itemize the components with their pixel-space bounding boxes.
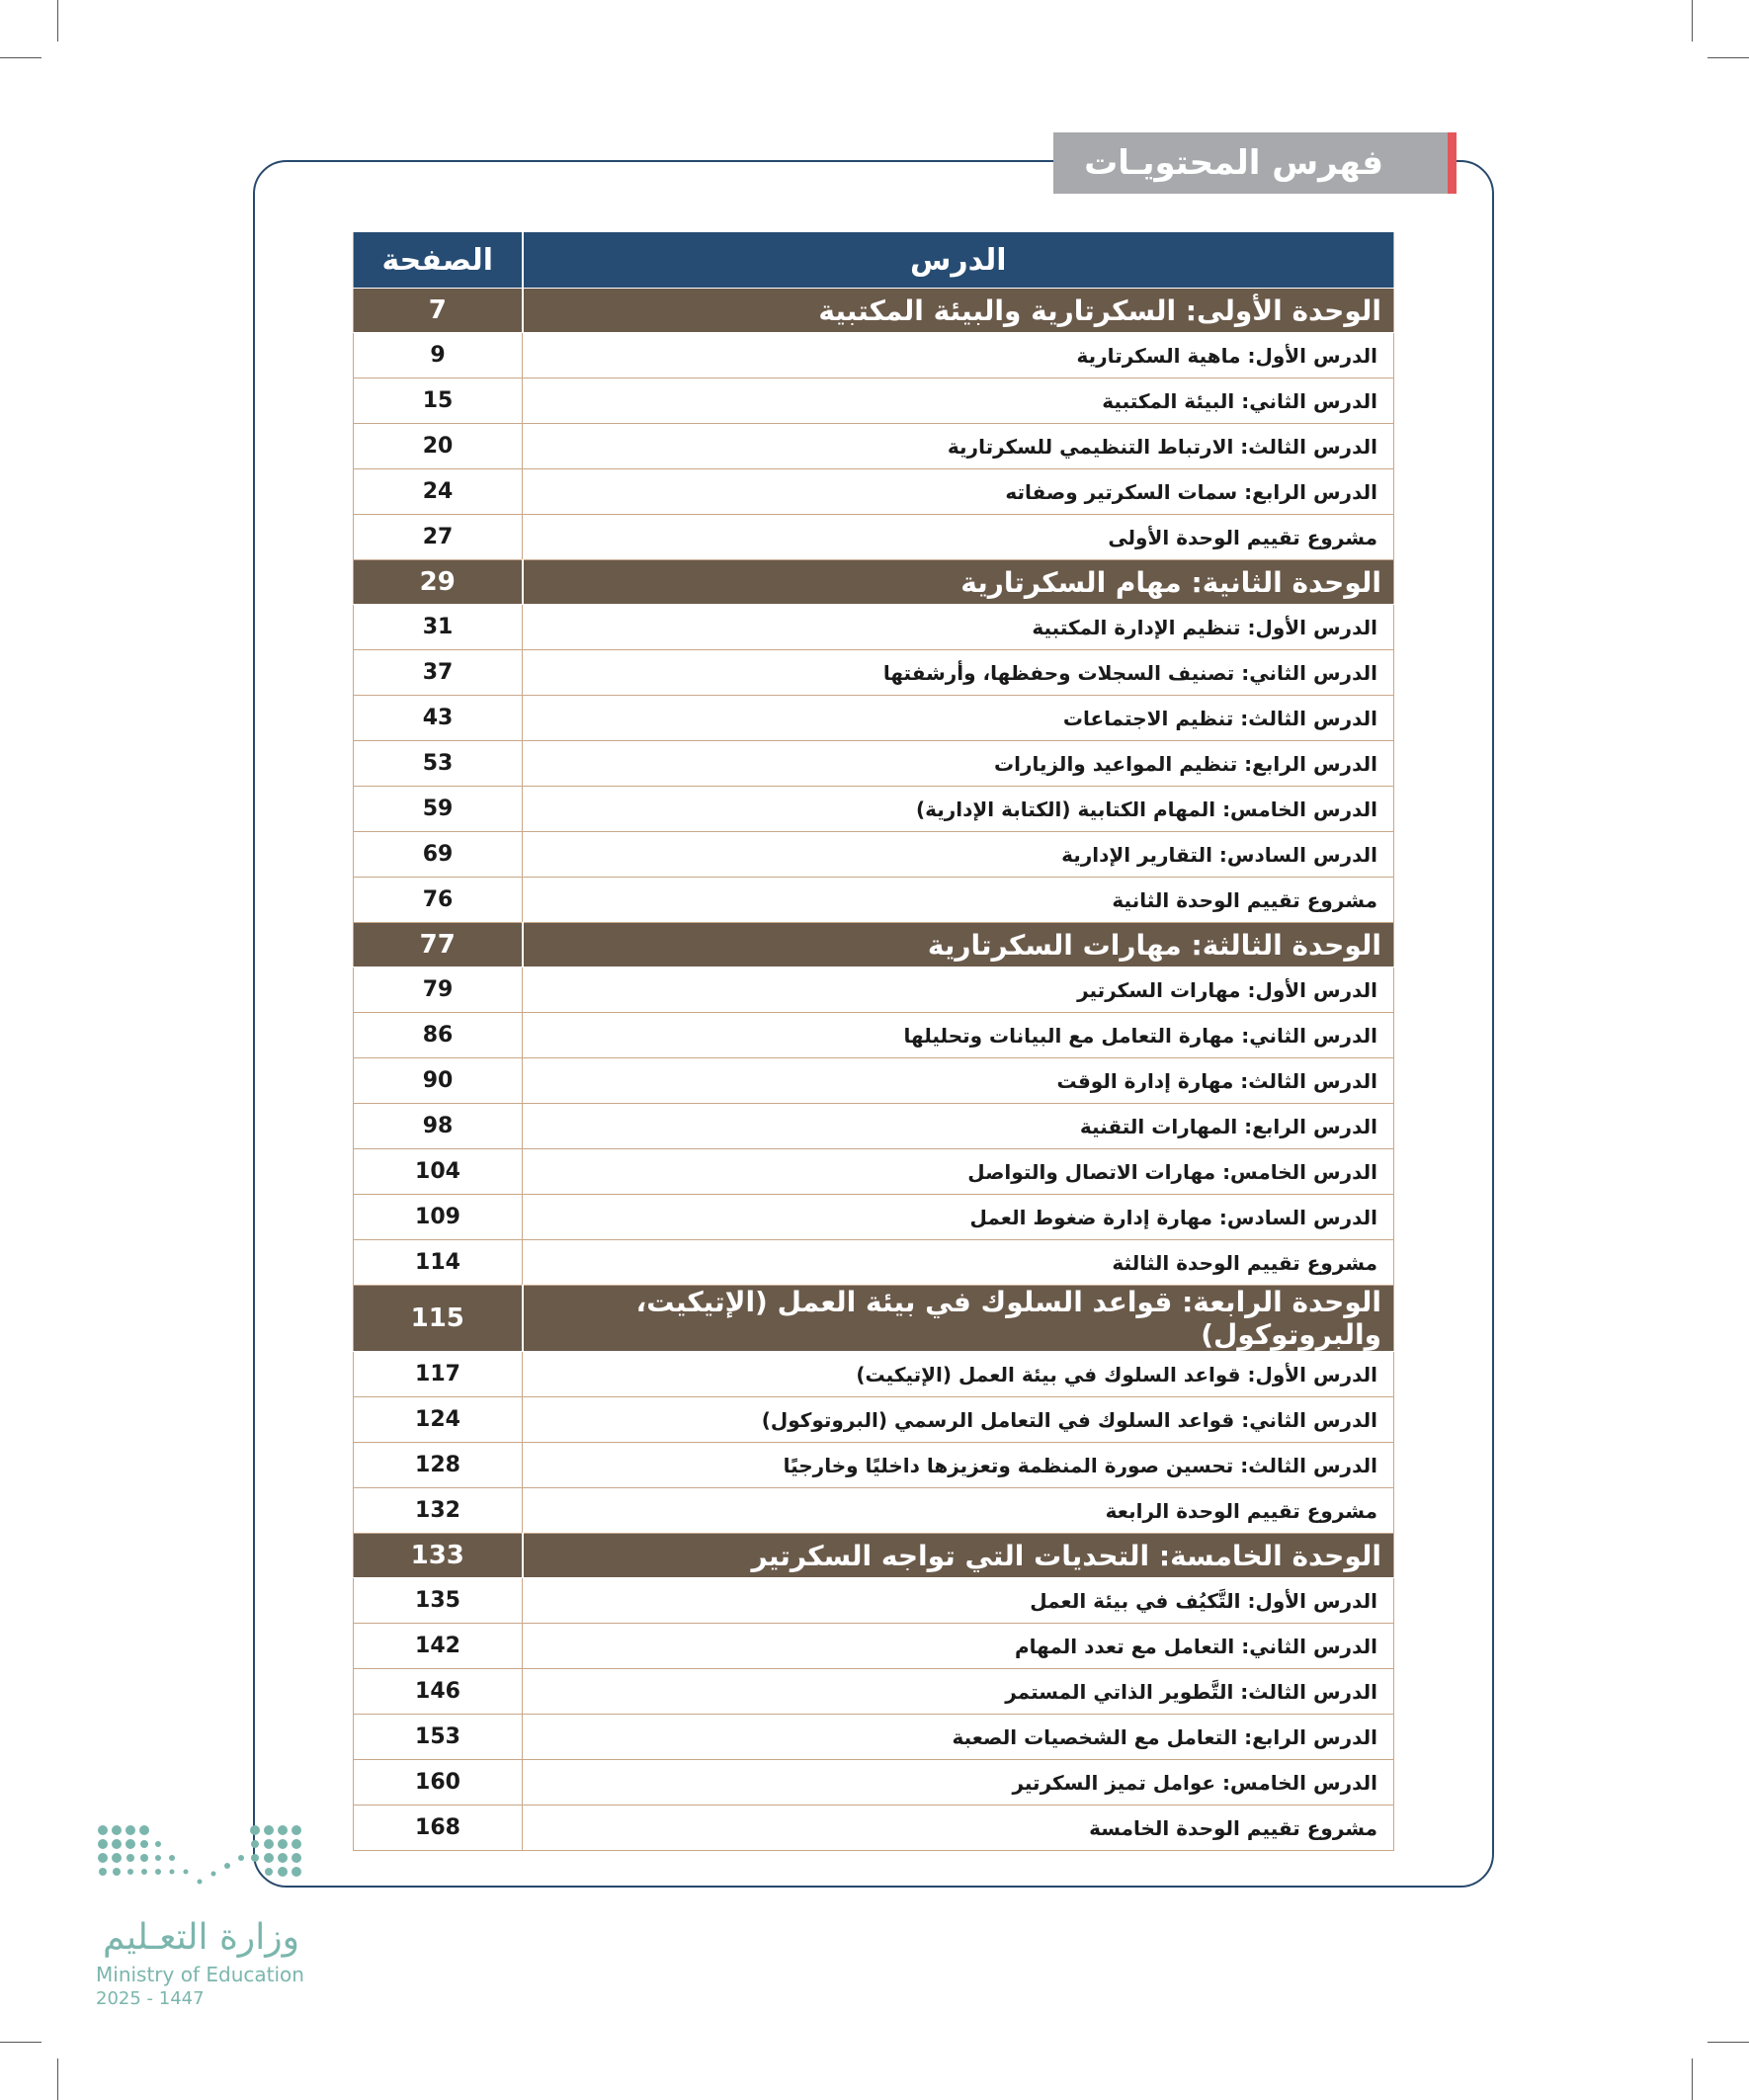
page-number: 124 (354, 1397, 523, 1443)
lesson-row (354, 605, 1394, 650)
lesson-title: الدرس الأول: مهارات السكرتير (523, 967, 1394, 1013)
lesson-title: الدرس الثالث: تنظيم الاجتماعات (523, 696, 1394, 741)
unit-title: الوحدة الرابعة: قواعد السلوك في بيئة العمل (الإتيكيت، والبروتوكول) (523, 1286, 1394, 1352)
lesson-row (354, 1058, 1394, 1104)
lesson-title: الدرس الخامس: عوامل تميز السكرتير (523, 1760, 1394, 1806)
lesson-row (354, 1488, 1394, 1534)
lesson-row (354, 1578, 1394, 1624)
col-header-lesson: الدرس (523, 232, 1394, 289)
toc-header-row (354, 232, 1394, 289)
page-number: 90 (354, 1058, 523, 1104)
crop-mark (1692, 0, 1693, 42)
page-number: 153 (354, 1715, 523, 1760)
lesson-title: الدرس الرابع: تنظيم المواعيد والزيارات (523, 741, 1394, 787)
lesson-row (354, 469, 1394, 515)
lesson-row (354, 832, 1394, 878)
ministry-name-en: Ministry of Education (96, 1963, 304, 1986)
page-number: 86 (354, 1013, 523, 1058)
lesson-title: الدرس الرابع: سمات السكرتير وصفاته (523, 469, 1394, 515)
lesson-row (354, 1240, 1394, 1286)
crop-mark (57, 0, 58, 42)
page-number: 37 (354, 650, 523, 696)
page-number: 115 (354, 1286, 523, 1352)
unit-row (354, 923, 1394, 967)
lesson-title: الدرس الثاني: قواعد السلوك في التعامل الرسمي (البروتوكول) (523, 1397, 1394, 1443)
page-number: 135 (354, 1578, 523, 1624)
lesson-row (354, 1397, 1394, 1443)
page-number: 29 (354, 560, 523, 605)
toc-table (353, 232, 1394, 1851)
crop-mark (57, 2058, 58, 2100)
lesson-row (354, 1624, 1394, 1669)
page-number: 79 (354, 967, 523, 1013)
page-number: 9 (354, 333, 523, 378)
lesson-row (354, 1013, 1394, 1058)
unit-row (354, 1534, 1394, 1578)
page-number: 53 (354, 741, 523, 787)
lesson-title: الدرس الثاني: التعامل مع تعدد المهام (523, 1624, 1394, 1669)
col-header-page: الصفحة (354, 232, 523, 289)
lesson-title: الدرس السادس: مهارة إدارة ضغوط العمل (523, 1195, 1394, 1240)
page-number: 132 (354, 1488, 523, 1534)
lesson-title: الدرس السادس: التقارير الإدارية (523, 832, 1394, 878)
lesson-title: الدرس الرابع: التعامل مع الشخصيات الصعبة (523, 1715, 1394, 1760)
crop-mark (1692, 2058, 1693, 2100)
lesson-row (354, 515, 1394, 560)
crop-mark (1707, 2042, 1749, 2043)
lesson-title: الدرس الأول: قواعد السلوك في بيئة العمل (الإتيكيت) (523, 1352, 1394, 1397)
page-number: 7 (354, 289, 523, 333)
lesson-title: الدرس الأول: ماهية السكرتارية (523, 333, 1394, 378)
page-number: 146 (354, 1669, 523, 1715)
page-number: 77 (354, 923, 523, 967)
page-title-tab (1053, 132, 1453, 194)
ministry-name-ar: وزارة التعـليم (103, 1917, 299, 1958)
unit-title: الوحدة الثالثة: مهارات السكرتارية (523, 923, 1394, 967)
lesson-title: الدرس الثاني: تصنيف السجلات وحفظها، وأرشفتها (523, 650, 1394, 696)
page-number: 76 (354, 878, 523, 923)
lesson-row (354, 967, 1394, 1013)
ministry-dots-logo-icon (95, 1822, 312, 1891)
lesson-title: مشروع تقييم الوحدة الرابعة (523, 1488, 1394, 1534)
lesson-title: مشروع تقييم الوحدة الثانية (523, 878, 1394, 923)
page-number: 109 (354, 1195, 523, 1240)
toc-body (354, 289, 1394, 1851)
lesson-title: الدرس الثاني: البيئة المكتبية (523, 378, 1394, 424)
lesson-title: الدرس الأول: تنظيم الإدارة المكتبية (523, 605, 1394, 650)
lesson-title: الدرس الثالث: الارتباط التنظيمي للسكرتارية (523, 424, 1394, 469)
lesson-title: الدرس الخامس: المهام الكتابية (الكتابة الإدارية) (523, 787, 1394, 832)
lesson-title: الدرس الثالث: التَّطوير الذاتي المستمر (523, 1669, 1394, 1715)
lesson-title: الدرس الثاني: مهارة التعامل مع البيانات وتحليلها (523, 1013, 1394, 1058)
crop-mark (0, 57, 42, 58)
page-number: 117 (354, 1352, 523, 1397)
lesson-row (354, 1806, 1394, 1851)
lesson-title: مشروع تقييم الوحدة الخامسة (523, 1806, 1394, 1851)
lesson-row (354, 1443, 1394, 1488)
page-number: 43 (354, 696, 523, 741)
page-number: 168 (354, 1806, 523, 1851)
lesson-title: الدرس الثالث: مهارة إدارة الوقت (523, 1058, 1394, 1104)
lesson-title: الدرس الأول: التَّكيُف في بيئة العمل (523, 1578, 1394, 1624)
unit-row (354, 1286, 1394, 1352)
crop-mark (0, 2042, 42, 2043)
unit-title: الوحدة الخامسة: التحديات التي تواجه السكرتير (523, 1534, 1394, 1578)
page-title: فهرس المحتويـات (1084, 143, 1383, 183)
unit-row (354, 289, 1394, 333)
lesson-row (354, 333, 1394, 378)
page-number: 160 (354, 1760, 523, 1806)
edition-year: 2025 - 1447 (96, 1988, 205, 2009)
lesson-row (354, 1195, 1394, 1240)
title-accent-bar (1448, 132, 1457, 194)
lesson-row (354, 650, 1394, 696)
lesson-title: مشروع تقييم الوحدة الثالثة (523, 1240, 1394, 1286)
lesson-title: الدرس الخامس: مهارات الاتصال والتواصل (523, 1149, 1394, 1195)
unit-row (354, 560, 1394, 605)
lesson-row (354, 1669, 1394, 1715)
crop-mark (1707, 57, 1749, 58)
page-number: 69 (354, 832, 523, 878)
lesson-row (354, 1352, 1394, 1397)
page-number: 114 (354, 1240, 523, 1286)
lesson-row (354, 787, 1394, 832)
lesson-row (354, 1760, 1394, 1806)
page-number: 27 (354, 515, 523, 560)
lesson-row (354, 741, 1394, 787)
page-number: 31 (354, 605, 523, 650)
lesson-row (354, 1715, 1394, 1760)
unit-title: الوحدة الأولى: السكرتارية والبيئة المكتبية (523, 289, 1394, 333)
lesson-row (354, 378, 1394, 424)
unit-title: الوحدة الثانية: مهام السكرتارية (523, 560, 1394, 605)
page-number: 24 (354, 469, 523, 515)
page-number: 15 (354, 378, 523, 424)
lesson-row (354, 878, 1394, 923)
page-number: 104 (354, 1149, 523, 1195)
page-number: 59 (354, 787, 523, 832)
lesson-row (354, 424, 1394, 469)
page-number: 142 (354, 1624, 523, 1669)
lesson-row (354, 1149, 1394, 1195)
lesson-title: الدرس الرابع: المهارات التقنية (523, 1104, 1394, 1149)
page-number: 133 (354, 1534, 523, 1578)
lesson-row (354, 1104, 1394, 1149)
page-number: 20 (354, 424, 523, 469)
lesson-title: مشروع تقييم الوحدة الأولى (523, 515, 1394, 560)
lesson-row (354, 696, 1394, 741)
page-number: 128 (354, 1443, 523, 1488)
page-number: 98 (354, 1104, 523, 1149)
lesson-title: الدرس الثالث: تحسين صورة المنظمة وتعزيزها داخليًا وخارجيًا (523, 1443, 1394, 1488)
